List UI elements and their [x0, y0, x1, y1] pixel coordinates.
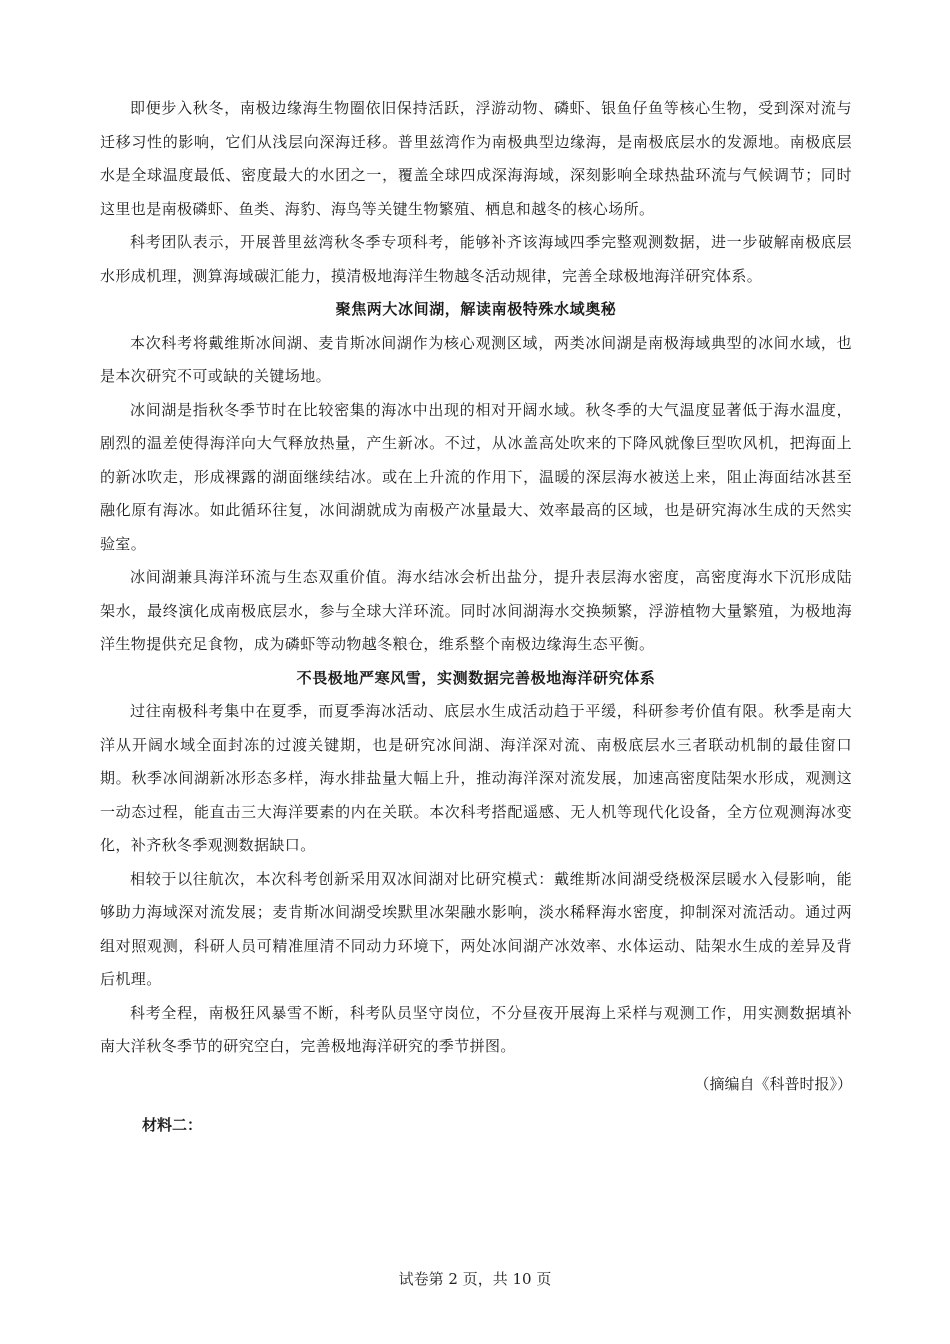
paragraph: 科考全程，南极狂风暴雪不断，科考队员坚守岗位，不分昼夜开展海上采样与观测工作，用实测数据填补南大洋秋冬季节的研究空白，完善极地海洋研究的季节拼图。 [100, 1003, 852, 1055]
section-heading: 聚焦两大冰间湖，解读南极特殊水域奥秘 [335, 300, 617, 318]
article-body [100, 92, 852, 1143]
paragraph: 相较于以往航次，本次科考创新采用双冰间湖对比研究模式：戴维斯冰间湖受绕极深层暖水入侵影响，能够助力海域深对流发展；麦肯斯冰间湖受埃默里冰架融水影响，淡水稀释海水密度，抑制深对流活动。通过两组对照观测，科研人员可精准厘清不同动力环境下，两处冰间湖产冰效率、水体运动、陆架水生成的差异及背后机理。 [100, 869, 852, 988]
paragraph: 本次科考将戴维斯冰间湖、麦肯斯冰间湖作为核心观测区域，两类冰间湖是南极海域典型的冰间水域，也是本次研究不可或缺的关键场地。 [100, 333, 852, 385]
paragraph: 过往南极科考集中在夏季，而夏季海冰活动、底层水生成活动趋于平缓，科研参考价值有限。秋季是南大洋从开阔水域全面封冻的过渡关键期，也是研究冰间湖、海洋深对流、南极底层水三者联动机制的最佳窗口期。秋季冰间湖新冰形态多样，海水排盐量大幅上升，推动海洋深对流发展，加速高密度陆架水形成，观测这一动态过程，能直击三大海洋要素的内在关联。本次科考搭配遥感、无人机等现代化设备，全方位观测海冰变化，补齐秋冬季观测数据缺口。 [100, 702, 852, 854]
page-footer: 试卷第 2 页，共 10 页 [398, 1270, 552, 1288]
section-heading: 不畏极地严寒风雪，实测数据完善极地海洋研究体系 [296, 668, 656, 687]
source-citation: （摘编自《科普时报》） [694, 1074, 852, 1093]
material-label: 材料二： [142, 1116, 203, 1134]
paragraph: 冰间湖是指秋冬季节时在比较密集的海冰中出现的相对开阔水域。秋冬季的大气温度显著低于海水温度，剧烈的温差使得海洋向大气释放热量，产生新冰。不过，从冰盖高处吹来的下降风就像巨型吹风机，把海面上的新冰吹走，形成裸露的湖面继续结冰。或在上升流的作用下，温暖的深层海水被送上来，阻止海面结冰甚至融化原有海冰。如此循环往复，冰间湖就成为南极产冰量最大、效率最高的区域，也是研究海冰生成的天然实验室。 [100, 400, 852, 553]
paragraph: 即便步入秋冬，南极边缘海生物圈依旧保持活跃，浮游动物、磷虾、银鱼仔鱼等核心生物，受到深对流与迁移习性的影响，它们从浅层向深海迁移。普里兹湾作为南极典型边缘海，是南极底层水的发源地。南极底层水是全球温度最低、密度最大的水团之一，覆盖全球四成深海海域，深刻影响全球热盐环流与气候调节；同时这里也是南极磷虾、鱼类、海豹、海鸟等关键生物繁殖、栖息和越冬的核心场所。 [100, 99, 852, 218]
paragraph: 科考团队表示，开展普里兹湾秋冬季专项科考，能够补齐该海域四季完整观测数据，进一步破解南极底层水形成机理，测算海域碳汇能力，摸清极地海洋生物越冬活动规律，完善全球极地海洋研究体系。 [100, 233, 852, 285]
paragraph: 冰间湖兼具海洋环流与生态双重价值。海水结冰会析出盐分，提升表层海水密度，高密度海水下沉形成陆架水，最终演化成南极底层水，参与全球大洋环流。同时冰间湖海水交换频繁，浮游植物大量繁殖，为极地海洋生物提供充足食物，成为磷虾等动物越冬粮仓，维系整个南极边缘海生态平衡。 [100, 568, 852, 653]
